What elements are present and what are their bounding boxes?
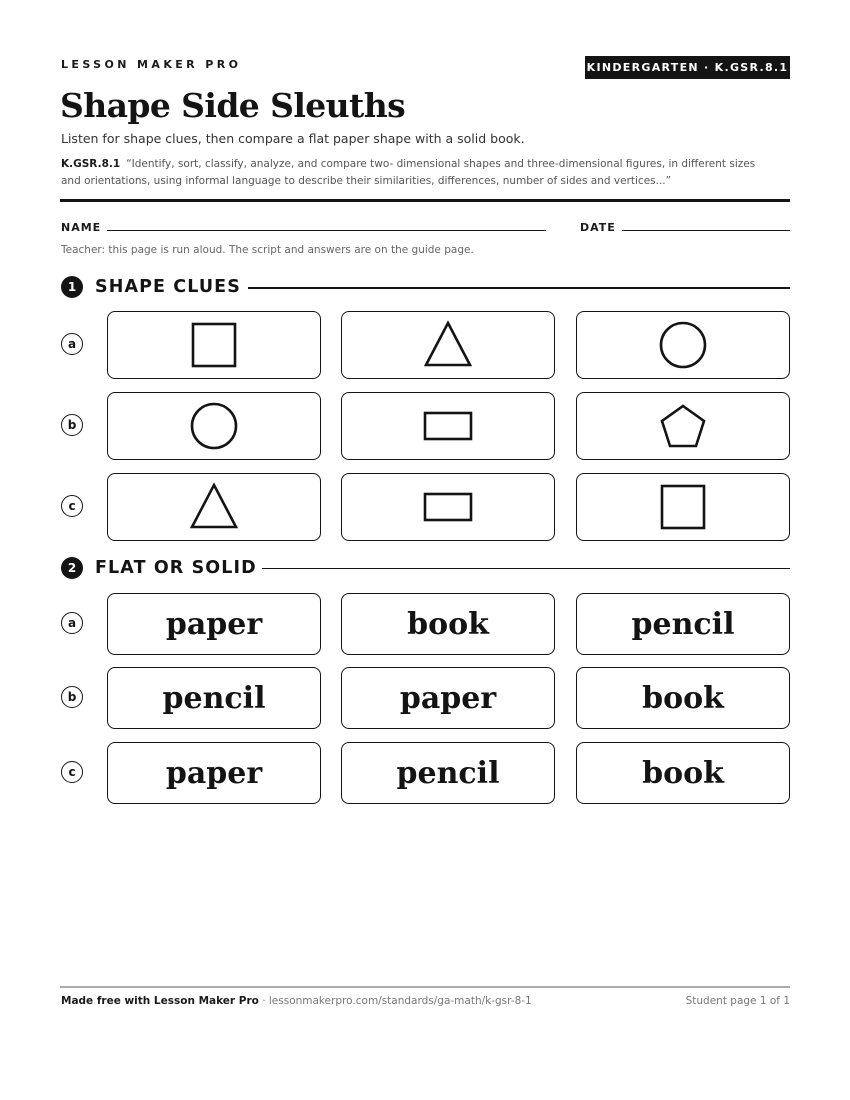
teacher-note: Teacher: this page is run aloud. The script and answers are on the guide page. bbox=[61, 244, 474, 256]
word-choice-label: book bbox=[642, 680, 724, 716]
date-line[interactable] bbox=[622, 230, 790, 231]
section-1-header bbox=[61, 276, 241, 298]
section-1-number: 1 bbox=[61, 276, 83, 298]
circle-shape bbox=[192, 404, 236, 448]
grade-badge: KINDERGARTEN · K.GSR.8.1 bbox=[585, 56, 790, 79]
triangle-shape bbox=[426, 323, 470, 365]
shape-choice-card[interactable] bbox=[576, 311, 790, 379]
section-2-header bbox=[61, 557, 257, 579]
section-2-title: FLAT OR SOLID bbox=[95, 558, 257, 578]
section-2-number: 2 bbox=[61, 557, 83, 579]
word-choice-label: pencil bbox=[396, 755, 500, 791]
square-icon bbox=[653, 481, 713, 533]
date-label: DATE bbox=[580, 221, 616, 234]
word-choice-card[interactable] bbox=[576, 593, 790, 655]
triangle-shape bbox=[192, 485, 236, 527]
rectangle-shape bbox=[425, 413, 471, 439]
square-shape bbox=[193, 324, 235, 366]
footer-divider bbox=[60, 986, 790, 988]
footer-credit bbox=[61, 995, 532, 1007]
footer-made-with: Made free with Lesson Maker Pro bbox=[61, 995, 259, 1007]
standard-description bbox=[61, 156, 773, 190]
triangle-icon bbox=[418, 319, 478, 371]
word-choice-card[interactable] bbox=[107, 742, 321, 804]
circle-shape bbox=[661, 323, 705, 367]
word-choice-label: paper bbox=[165, 755, 263, 791]
section-2-rule bbox=[262, 568, 790, 569]
shape-choice-card[interactable] bbox=[576, 392, 790, 460]
section-1-title: SHAPE CLUES bbox=[95, 277, 241, 297]
word-choice-label: book bbox=[407, 606, 489, 642]
square-shape bbox=[662, 486, 704, 528]
page-subtitle: Listen for shape clues, then compare a flat paper shape with a solid book. bbox=[61, 131, 525, 146]
word-choice-card[interactable] bbox=[576, 742, 790, 804]
word-choice-label: paper bbox=[399, 680, 497, 716]
standard-code: K.GSR.8.1 bbox=[61, 158, 121, 170]
shape-choice-card[interactable] bbox=[107, 311, 321, 379]
pentagon-icon bbox=[653, 400, 713, 452]
name-line[interactable] bbox=[107, 230, 546, 231]
rectangle-icon bbox=[418, 481, 478, 533]
shape-choice-card[interactable] bbox=[107, 473, 321, 541]
row-label-a: a bbox=[61, 612, 83, 634]
word-choice-label: pencil bbox=[162, 680, 266, 716]
word-choice-card[interactable] bbox=[341, 593, 555, 655]
word-choice-label: book bbox=[642, 755, 724, 791]
section-1-rule bbox=[248, 287, 790, 289]
word-choice-label: pencil bbox=[631, 606, 735, 642]
row-label-a: a bbox=[61, 333, 83, 355]
word-choice-label: paper bbox=[165, 606, 263, 642]
rectangle-icon bbox=[418, 400, 478, 452]
footer-url: · lessonmakerpro.com/standards/ga-math/k-gsr-8-1 bbox=[258, 995, 532, 1007]
shape-choice-card[interactable] bbox=[107, 392, 321, 460]
header-divider bbox=[60, 199, 790, 202]
square-icon bbox=[184, 319, 244, 371]
page-title: Shape Side Sleuths bbox=[60, 86, 406, 125]
word-choice-card[interactable] bbox=[341, 667, 555, 729]
shape-choice-card[interactable] bbox=[341, 473, 555, 541]
circle-icon bbox=[184, 400, 244, 452]
circle-icon bbox=[653, 319, 713, 371]
pentagon-shape bbox=[662, 406, 704, 446]
shape-choice-card[interactable] bbox=[576, 473, 790, 541]
word-choice-card[interactable] bbox=[107, 667, 321, 729]
brand-name: LESSON MAKER PRO bbox=[61, 58, 242, 71]
rectangle-shape bbox=[425, 494, 471, 520]
row-label-c: c bbox=[61, 495, 83, 517]
triangle-icon bbox=[184, 481, 244, 533]
word-choice-card[interactable] bbox=[576, 667, 790, 729]
row-label-b: b bbox=[61, 686, 83, 708]
footer-page-number: Student page 1 of 1 bbox=[685, 995, 790, 1007]
row-label-b: b bbox=[61, 414, 83, 436]
word-choice-card[interactable] bbox=[341, 742, 555, 804]
name-label: NAME bbox=[61, 221, 102, 234]
shape-choice-card[interactable] bbox=[341, 311, 555, 379]
word-choice-card[interactable] bbox=[107, 593, 321, 655]
shape-choice-card[interactable] bbox=[341, 392, 555, 460]
standard-text: “Identify, sort, classify, analyze, and compare two- dimensional shapes and three-dimensional figures, in different sizes and orientations, using informal language to describe their similarities, differences, number of sides and vertices...” bbox=[61, 158, 756, 187]
row-label-c: c bbox=[61, 761, 83, 783]
